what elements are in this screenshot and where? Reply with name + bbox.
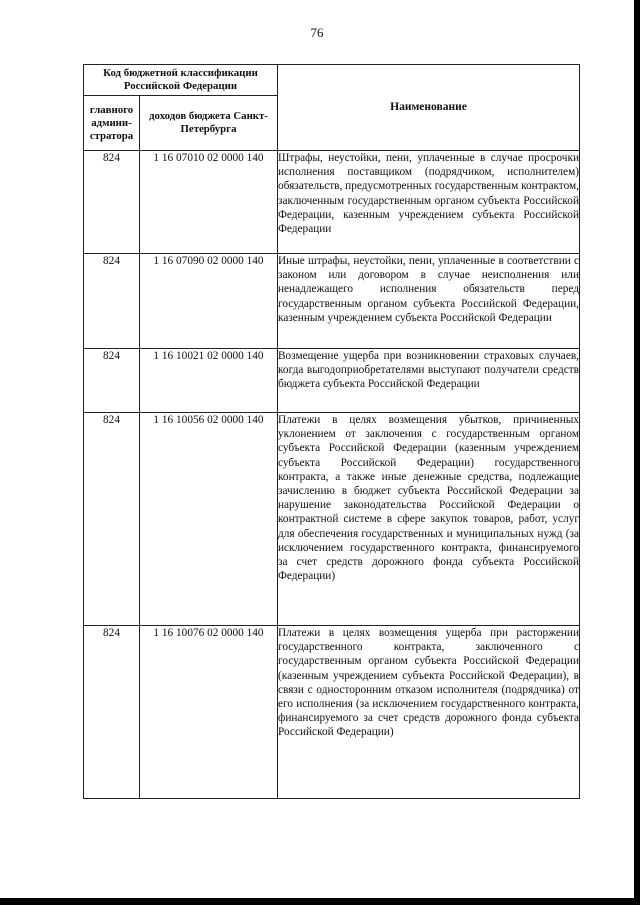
income-code-cell: 1 16 07090 02 0000 140: [140, 254, 278, 349]
description-cell: Платежи в целях возмещения убытков, причиненных уклонением от заключения с государственным органом субъекта Российской Федерации (казенным учреждением субъекта Российской Федерации) государственного контракта, а также иные денежные средства, подлежащие зачислению в бюджет субъекта Российской Федерации за нарушение законодательства Российской Федерации о контрактной системе в сфере закупок товаров, работ, услуг для обеспечения государственных и муниципальных нужд (за исключением государственного контракта, финансируемого за счет средств дорожного фонда субъекта Российской Федерации): [278, 413, 580, 626]
income-code-cell: 1 16 07010 02 0000 140: [140, 151, 278, 254]
admin-code-cell: 824: [84, 626, 140, 799]
admin-code-cell: 824: [84, 151, 140, 254]
income-code-cell: 1 16 10021 02 0000 140: [140, 349, 278, 413]
income-code-cell: 1 16 10056 02 0000 140: [140, 413, 278, 626]
income-code-cell: 1 16 10076 02 0000 140: [140, 626, 278, 799]
admin-code-cell: 824: [84, 254, 140, 349]
description-cell: Возмещение ущерба при возникновении страховых случаев, когда выгодоприобретателями выступают получатели средств бюджета субъекта Российской Федерации: [278, 349, 580, 413]
description-cell: Иные штрафы, неустойки, пени, уплаченные в соответствии с законом или договором в случае неисполнения или ненадлежащего исполнения обязательств перед государственным органом субъекта Российской Федерации, казенным учреждением субъекта Российской Федерации: [278, 254, 580, 349]
table-row: [84, 349, 580, 413]
income-header-cell: доходов бюджета Санкт-Петербурга: [140, 96, 278, 151]
description-cell: Штрафы, неустойки, пени, уплаченные в случае просрочки исполнения поставщиком (подрядчиком, исполнителем) обязательств, предусмотренных государственным контрактом, заключенным государственным органом субъекта Российской Федерации, казенным учреждением субъекта Российской Федерации: [278, 151, 580, 254]
name-header-cell: Наименование: [278, 65, 580, 151]
description-cell: Платежи в целях возмещения ущерба при расторжении государственного контракта, заключенного с государственным органом субъекта Российской Федерации (казенным учреждением субъекта Российской Федерации), в связи с односторонним отказом исполнителя (подрядчика) от его исполнения (за исключением государственного контракта, финансируемого за счет средств дорожного фонда субъекта Российской Федерации): [278, 626, 580, 799]
table-row: [84, 626, 580, 799]
budget-classification-table: [83, 64, 580, 799]
admin-code-cell: 824: [84, 413, 140, 626]
table-row: [84, 413, 580, 626]
admin-code-cell: 824: [84, 349, 140, 413]
admin-header-cell: главного админи-стратора: [84, 96, 140, 151]
group-header-cell: Код бюджетной классификации Российской Федерации: [84, 65, 278, 96]
table-row: [84, 254, 580, 349]
table-row: [84, 151, 580, 254]
page-number: 76: [310, 25, 324, 40]
